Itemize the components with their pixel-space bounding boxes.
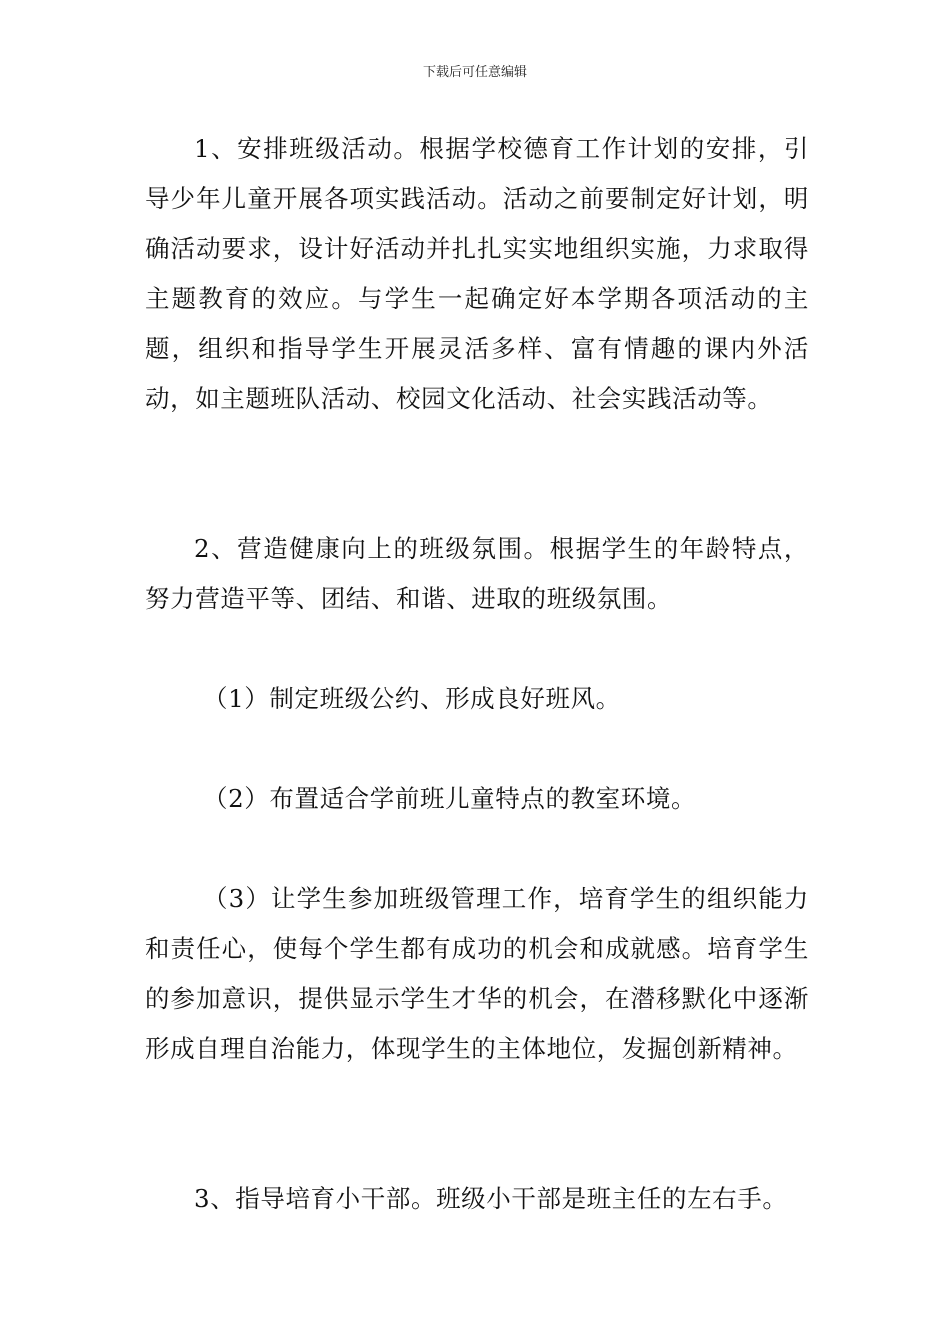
paragraph-class-cadres: 3、指导培育小干部。班级小干部是班主任的左右手。 [194, 1184, 788, 1213]
paragraph-class-atmosphere: 2、营造健康向上的班级氛围。根据学生的年龄特点，努力营造平等、团结、和谐、进取的班级氛围。 [145, 534, 809, 613]
paragraph-class-management: （3）让学生参加班级管理工作，培育学生的组织能力和责任心，使每个学生都有成功的机会和成就感。培育学生的参加意识，提供显示学生才华的机会，在潜移默化中逐渐形成自理自治能力，体现学生的主体地位，发掘创新精神。 [145, 884, 809, 1063]
paragraph-class-rules: （1）制定班级公约、形成良好班风。 [203, 684, 621, 713]
paragraph-classroom-environment: （2）布置适合学前班儿童特点的教室环境。 [203, 784, 697, 813]
page-header: 下载后可任意编辑 [422, 65, 527, 80]
paragraph-class-activities: 1、安排班级活动。根据学校德育工作计划的安排，引导少年儿童开展各项实践活动。活动之前要制定好计划，明确活动要求，设计好活动并扎扎实实地组织实施，力求取得主题教育的效应。与学生一起确定好本学期各项活动的主题，组织和指导学生开展灵活多样、富有情趣的课内外活动，如主题班队活动、校园文化活动、社会实践活动等。 [145, 134, 809, 413]
